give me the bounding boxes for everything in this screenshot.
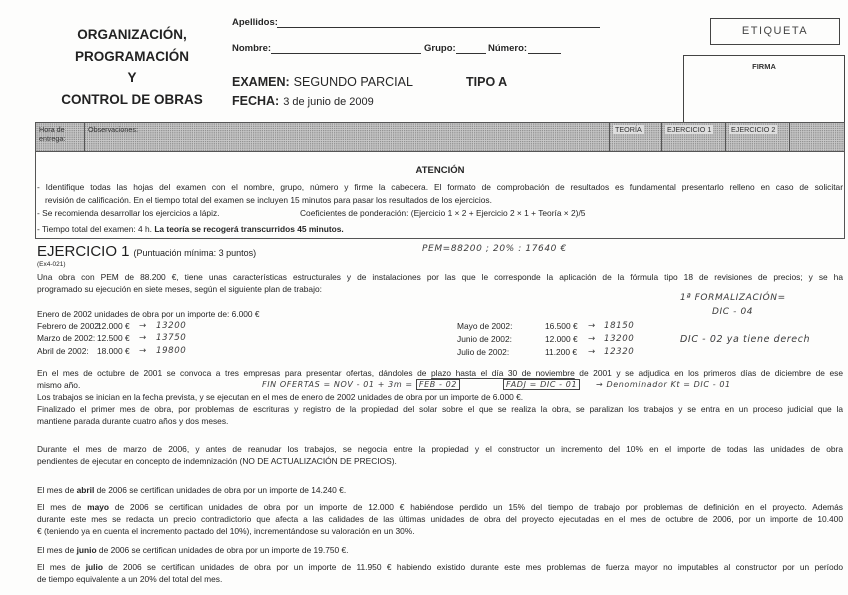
course-title-line: ORGANIZACIÓN, (77, 27, 187, 42)
tender-text: de 2001 y se adjudica en los primeros días de diciembre de ese (574, 368, 843, 378)
plan-amount: 16.500 € (545, 321, 578, 331)
handwritten-updated-amount: 13200 (156, 321, 187, 331)
grade-bar (35, 122, 845, 152)
handwritten-offers-end (262, 379, 460, 391)
plan-amount: 12.000 € (545, 334, 578, 344)
nombre-label: Nombre: (232, 43, 272, 54)
handwritten-formalization-date: DIC - 04 (712, 307, 754, 317)
handwritten-updated-amount: 13200 (604, 334, 635, 344)
works-stop-line: Finalizado el primer mes de obra, por problemas de escrituras y registro de la propiedad del solar sobre el que se realiza la obra, se paralizan los trabajos y se entra en un proceso judicial que la (37, 404, 843, 414)
tender-text: En el mes de octubre de 2001 se convoca a tres empresas para presentar ofertas, dándoles de (37, 368, 432, 378)
july-certification-line (37, 561, 843, 573)
month-bold: abril (76, 485, 95, 495)
works-start: Los trabajos se inician en la fecha prevista, y se ejecutan en el mes de enero de 2002 unidades de obra por un importe de 6.000 €. (37, 392, 524, 402)
intro-line: programado su ejecución en siete meses, según el siguiente plan de trabajo: (37, 284, 322, 294)
handwritten-arrow: → (588, 321, 596, 331)
plan-month-label: Junio de 2002: (457, 334, 512, 344)
numero-field (528, 53, 561, 54)
signature-box (683, 55, 845, 123)
total-time: - Tiempo total del examen: 4 h. (37, 224, 152, 234)
handwritten-updated-amount: 19800 (156, 346, 187, 356)
exercise-heading (37, 243, 256, 262)
text: de 2006 se certifican unidades de obra por un importe de 12.000 € habiéndose perdido un 15% del tiempo de trabajo por problemas de definición en el proyecto. Además (109, 502, 843, 512)
handwritten-arrow: → (139, 333, 147, 343)
handwritten-arrow: → (588, 347, 596, 357)
fecha-label: FECHA: (232, 94, 280, 108)
negotiation-line: Durante el mes de marzo de 2006, y antes de reanudar los trabajos, se negocia entre la propiedad y el constructor un incremento del 10% en el importe de todas las unidades de obra (37, 444, 843, 454)
handwritten-updated-amount: 18150 (604, 321, 635, 331)
grade-total-cell (790, 123, 844, 151)
negotiation-line: pendientes de ejecutar en concepto de indemnización (NO DE ACTUALIZACIÓN DE PRECIOS). (37, 456, 397, 466)
teoria-label: TEORÍA (615, 125, 642, 134)
exam-variant: TIPO A (466, 75, 508, 89)
hora-entrega-label: Hora de entrega: (39, 125, 66, 143)
text: El mes de (37, 545, 77, 555)
may-certification-line (37, 501, 843, 513)
examen-value: SEGUNDO PARCIAL (293, 75, 413, 89)
exercise-code: (Ex4-021) (37, 261, 66, 268)
handwritten-award-date (503, 379, 580, 391)
exercise-title: EJERCICIO 1 (37, 243, 130, 260)
plan-month-label: Julio de 2002: (457, 347, 510, 357)
june-certification (37, 544, 348, 556)
handwritten-updated-amount: 12320 (604, 347, 635, 357)
examen-label: EXAMEN: (232, 75, 290, 89)
observaciones-cell (85, 123, 610, 151)
label-box: ETIQUETA (710, 18, 840, 45)
fecha-value: 3 de junio de 2009 (283, 96, 374, 108)
course-title-line: Y (127, 70, 137, 85)
observaciones-label: Observaciones: (88, 125, 138, 134)
attention-item-3 (37, 223, 344, 235)
handwritten-boxed-date: FEB - 02 (416, 379, 460, 390)
month-bold: junio (76, 545, 97, 555)
course-title-line: PROGRAMACIÓN (75, 48, 189, 64)
april-certification (37, 484, 346, 496)
handwritten-updated-amount: 13750 (156, 333, 187, 343)
attention-item-1: - Identifique todas las hojas del examen con el nombre, grupo, número y firme la cabecera. El formato de comprobación de resultados es fundamental presentarlo relleno en caso de solicitar (37, 182, 843, 192)
tender-line (37, 367, 843, 379)
weighting-coefficients: Coeficientes de ponderación: (Ejercicio 1 × 2 + Ejercicio 2 × 1 + Teoría × 2)/5 (300, 208, 586, 218)
plan-month-label: Mayo de 2002: (457, 321, 513, 331)
ejercicio1-label: EJERCICIO 1 (667, 125, 712, 134)
month-bold: mayo (87, 502, 110, 512)
text: El mes de (37, 485, 77, 495)
month-bold: julio (85, 562, 103, 572)
text: de 2006 se certifican unidades de obra por un importe de 14.240 €. (94, 485, 347, 495)
exam-date (232, 94, 374, 110)
nombre-field (271, 53, 421, 54)
hora-entrega-cell (36, 123, 85, 151)
handwritten-arrow: → (139, 346, 147, 356)
handwritten-arrow: → (139, 321, 147, 331)
july-certification-line: de tiempo equivalente a un 20% del total del mes. (37, 574, 223, 584)
text: El mes de (37, 502, 88, 512)
may-certification-line: durante este mes se redacta un precio contradictorio que afecta a las calidades de las últimas unidades de obra del proyecto ejecutadas en el mes de octubre de 2006, por un importe de 10.400 (37, 514, 843, 524)
grupo-field (456, 53, 486, 54)
ejercicio2-label: EJERCICIO 2 (731, 125, 776, 134)
text: de 2006 se certifican unidades de obra por un importe de 19.750 €. (96, 545, 349, 555)
apellidos-label: Apellidos: (232, 17, 278, 28)
handwritten-pem-note: PEM=88200 ; 20% : 17640 € (422, 244, 567, 254)
plan-amount: 12.500 € (97, 333, 130, 343)
handwritten-boxed-award: FADJ = DIC - 01 (503, 379, 580, 390)
attention-item-2: - Se recomienda desarrollar los ejercicios a lápiz. (37, 208, 220, 218)
plan-january: Enero de 2002 unidades de obra por un importe de: 6.000 € (37, 309, 260, 319)
ejercicio1-cell (662, 123, 726, 151)
exercise-min-score: (Puntuación mínima: 3 puntos) (133, 248, 257, 258)
text: de 2006 se certifican unidades de obra por un importe de 11.950 € habiendo existido durante este mes problemas de fuerza mayor no imputables al constructor por un período (102, 562, 843, 572)
plan-month-label: Febrero de 2002: (37, 321, 102, 331)
tender-line-end: mismo año. (37, 380, 81, 390)
plan-amount: 11.200 € (545, 347, 577, 357)
course-title (52, 24, 212, 110)
exam-type (232, 75, 413, 90)
apellidos-field (277, 27, 600, 28)
text: El mes de (37, 562, 86, 572)
handwritten-denominator-note: → Denominador Kt = DIC - 01 (596, 380, 731, 389)
plan-amount: 12.000 € (97, 321, 130, 331)
plan-month-label: Abril de 2002: (37, 346, 89, 356)
signature-label: FIRMA (752, 62, 776, 71)
deadline-underlined: plazo hasta el día 30 de noviembre (431, 368, 575, 378)
numero-label: Número: (488, 43, 528, 54)
attention-item-1-cont: revisión de calificación. En el tiempo total del examen se incluyen 15 minutos para pasar los resultados de los ejercicios. (45, 195, 492, 205)
handwritten-arrow: → (588, 334, 596, 344)
plan-month-label: Marzo de 2002: (37, 333, 96, 343)
attention-title: ATENCIÓN (415, 165, 465, 176)
teoria-cell (610, 123, 662, 151)
handwritten-formalization: 1ª FORMALIZACIÓN= (680, 293, 786, 303)
handwritten-offers-text: FIN OFERTAS = NOV - 01 + 3m = (262, 380, 413, 389)
theory-collection-note: La teoría se recogerá transcurridos 45 minutos. (154, 224, 344, 234)
plan-amount: 18.000 € (97, 346, 130, 356)
course-title-line: CONTROL DE OBRAS (61, 91, 203, 107)
works-stop-line: mantiene parada durante cuatro años y dos meses. (37, 416, 229, 426)
may-certification-line: € (teniendo ya en cuenta el incremento pactado del 10%), incrementándose su valoración en un 30%. (37, 526, 415, 536)
ejercicio2-cell (726, 123, 790, 151)
grupo-label: Grupo: (424, 43, 456, 54)
intro-line: Una obra con PEM de 88.200 €, tiene unas características estructurales y de instalaciones por las que le corresponde la aplicación de la fórmula tipo 18 de revisiones de precios; y se ha (37, 272, 843, 282)
handwritten-entitlement-note: DIC - 02 ya tiene derech (680, 334, 811, 345)
